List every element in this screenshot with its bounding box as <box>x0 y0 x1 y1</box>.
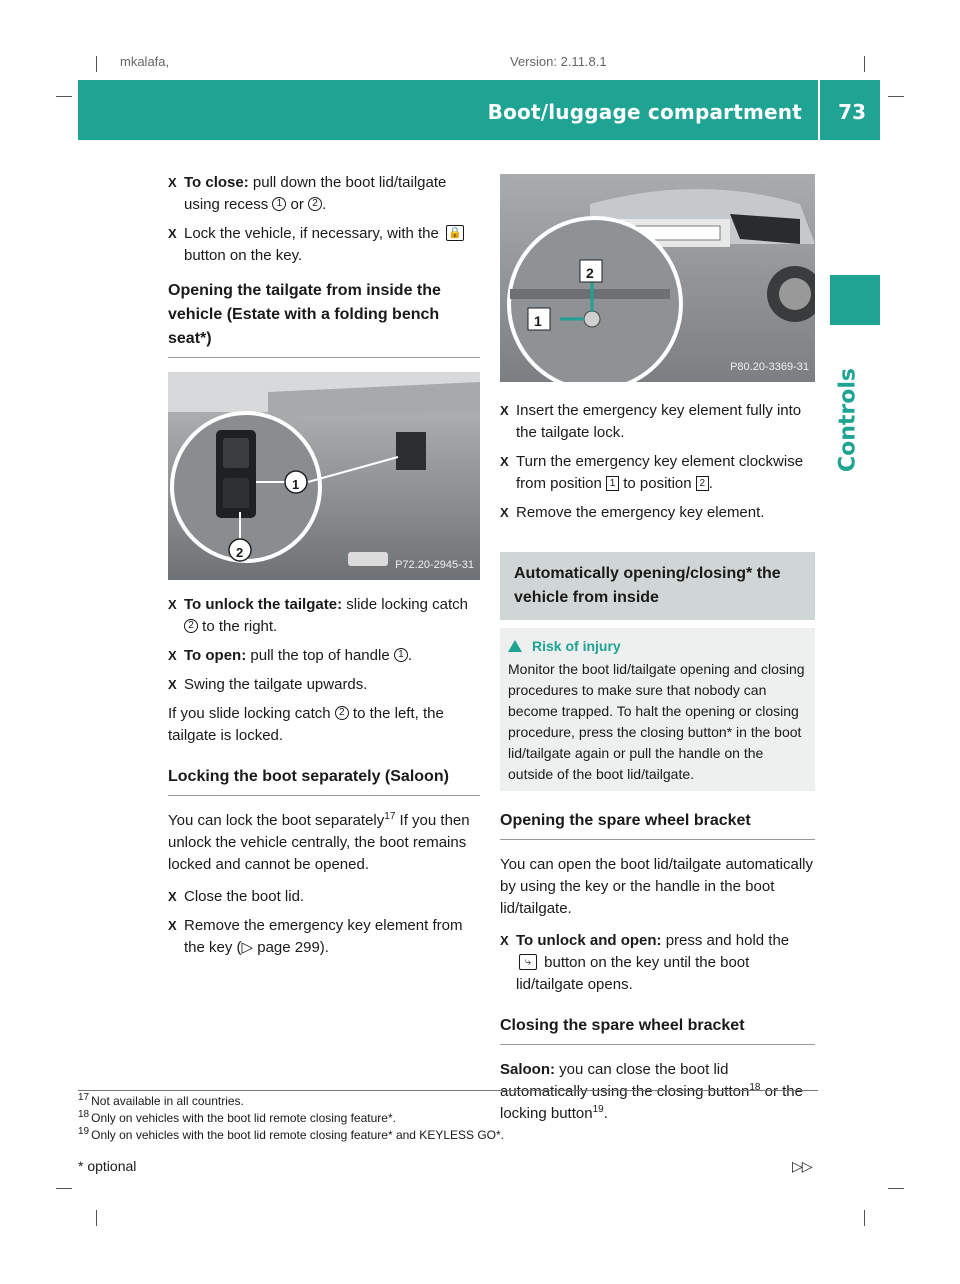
warning-title <box>508 636 807 657</box>
page-number: 73 <box>838 100 866 124</box>
bullet-arrow-icon: X <box>500 933 509 948</box>
bullet-arrow-icon: X <box>500 454 509 469</box>
bold-lead: Saloon: <box>500 1061 555 1078</box>
bullet-arrow-icon: X <box>168 889 177 904</box>
instruction-close <box>168 172 480 216</box>
footnote-number: 18 <box>78 1109 90 1120</box>
bullet-arrow-icon: X <box>168 597 177 612</box>
section-heading: Opening the tailgate from inside the vehicle (Estate with a folding bench seat*) <box>168 279 480 358</box>
section-heading: Closing the spare wheel bracket <box>500 1014 815 1045</box>
instruction-insert-key <box>500 400 815 444</box>
footnote-text: Not available in all countries. <box>91 1094 244 1108</box>
footnote-number: 17 <box>78 1092 90 1103</box>
footnote-number: 19 <box>78 1126 90 1137</box>
text: you can close the boot lid automatically using the closing button <box>500 1061 750 1100</box>
text: or the locking button <box>500 1083 803 1122</box>
text: . <box>708 475 713 492</box>
marker-2-icon: 2 <box>184 619 198 633</box>
crop-mark <box>888 1188 904 1189</box>
text: . <box>322 196 327 213</box>
section-label: Controls <box>835 367 861 473</box>
side-tab-marker <box>830 275 880 325</box>
footnote-text: Only on vehicles with the boot lid remote closing feature*. <box>91 1111 396 1125</box>
bold-lead: To open: <box>184 647 247 664</box>
text: button on the key until the boot lid/tailgate opens. <box>516 954 750 993</box>
crop-mark <box>96 56 97 72</box>
optional-note: * optional <box>78 1158 137 1174</box>
text: button on the key. <box>184 247 303 264</box>
page-title: Boot/luggage compartment <box>487 100 802 124</box>
paragraph <box>168 810 480 876</box>
image-code: P72.20-2945-31 <box>395 559 474 571</box>
header-bar <box>78 80 880 140</box>
right-column <box>500 174 815 1135</box>
bullet-arrow-icon: X <box>168 648 177 663</box>
marker-2-icon: 2 <box>335 706 349 720</box>
footnote <box>78 1110 818 1127</box>
text: Close the boot lid. <box>184 888 305 905</box>
text: page 299). <box>253 939 329 956</box>
callout-1: 1 <box>534 313 542 329</box>
crop-mark <box>96 1210 97 1226</box>
marker-2-icon: 2 <box>308 197 322 211</box>
instruction-remove-key <box>168 915 480 959</box>
text: slide locking catch <box>342 596 468 613</box>
instruction-unlock <box>168 594 480 638</box>
crop-mark <box>864 56 865 72</box>
tailgate-handle-illustration <box>168 372 480 580</box>
instruction-open <box>168 645 480 667</box>
paragraph <box>168 703 480 747</box>
crop-mark <box>888 96 904 97</box>
footnote-ref: 18 <box>749 1082 761 1093</box>
text: Insert the emergency key element fully into the tailgate lock. <box>516 402 802 441</box>
text: Lock the vehicle, if necessary, with the <box>184 225 444 242</box>
text: to position <box>619 475 696 492</box>
footnote-ref: 19 <box>592 1104 604 1115</box>
bold-lead: To unlock and open: <box>516 932 662 949</box>
instruction-close-boot <box>168 886 480 908</box>
instruction-lock <box>168 223 480 267</box>
page-ref-icon[interactable]: ▷ <box>241 939 254 956</box>
text: pull the top of handle <box>246 647 394 664</box>
paragraph: You can open the boot lid/tailgate automatically by using the key or the handle in the boot lid/tailgate. <box>500 856 814 917</box>
continue-icon: ▷▷ <box>792 1158 812 1174</box>
bullet-arrow-icon: X <box>168 918 177 933</box>
tailgate-button-icon: ⤷ <box>519 954 537 970</box>
bullet-arrow-icon: X <box>500 505 509 520</box>
text: Swing the tailgate upwards. <box>184 676 368 693</box>
header-divider <box>818 80 820 140</box>
footnotes <box>78 1090 818 1144</box>
text: to the left, the tailgate is locked. <box>168 705 444 744</box>
text: press and hold the <box>661 932 790 949</box>
footnote <box>78 1127 818 1144</box>
callout-1: 1 <box>292 477 300 492</box>
tailgate-lock-illustration <box>500 174 815 382</box>
crop-mark <box>864 1210 865 1226</box>
callout-2: 2 <box>236 545 244 560</box>
text: If you slide locking catch <box>168 705 335 722</box>
marker-1-icon: 1 <box>394 648 408 662</box>
text: Remove the emergency key element from the key ( <box>184 917 463 956</box>
bullet-arrow-icon: X <box>168 677 177 692</box>
bold-lead: To unlock the tailgate: <box>184 596 343 613</box>
print-slug-center: Version: 2.11.8.1 <box>510 56 607 68</box>
warning-text: Monitor the boot lid/tailgate opening and closing procedures to make sure that nobody can become trapped. To halt the opening or closing procedure, press the closing button* in the boot lid/tailgate again or pull the handle on the outside of the boot lid/tailgate. <box>508 661 805 782</box>
text: . <box>603 1105 608 1122</box>
warning-title-text: Risk of injury <box>532 638 621 654</box>
text: You can lock the boot separately <box>168 812 385 829</box>
callout-2: 2 <box>586 265 594 281</box>
text: If you then unlock the vehicle centrally, the boot remains locked and cannot be opened. <box>168 812 470 873</box>
lock-button-icon: 🔒 <box>446 225 464 241</box>
text: . <box>407 647 413 664</box>
image-code: P80.20-3369-31 <box>730 361 809 373</box>
section-title-box: Automatically opening/closing* the vehicle from inside <box>500 552 815 620</box>
instruction-remove-key <box>500 502 815 524</box>
bold-lead: To close: <box>184 174 249 191</box>
text: Turn the emergency key element clockwise from position <box>516 453 804 492</box>
text: pull down the boot lid/tailgate using recess <box>184 174 447 213</box>
position-2-icon: 2 <box>696 476 709 491</box>
text: or <box>286 196 309 213</box>
instruction-swing <box>168 674 480 696</box>
bullet-arrow-icon: X <box>168 226 177 241</box>
marker-1-icon: 1 <box>272 197 286 211</box>
warning-box <box>500 628 815 791</box>
tailgate-inside-photo <box>168 372 480 580</box>
text: to the right. <box>198 618 278 635</box>
footnote-ref: 17 <box>384 811 396 822</box>
section-heading: Opening the spare wheel bracket <box>500 809 815 840</box>
instruction-unlock-open <box>500 930 815 996</box>
section-heading: Locking the boot separately (Saloon) <box>168 765 480 796</box>
footnote <box>78 1093 818 1110</box>
crop-mark <box>56 1188 72 1189</box>
tailgate-lock-photo <box>500 174 815 382</box>
footnote-text: Only on vehicles with the boot lid remote closing feature* and KEYLESS GO*. <box>91 1128 505 1142</box>
position-1-icon: 1 <box>606 476 619 491</box>
left-column <box>168 172 480 966</box>
bullet-arrow-icon: X <box>500 403 509 418</box>
print-slug-left: mkalafa, <box>120 56 170 68</box>
warning-triangle-icon <box>508 640 522 652</box>
bullet-arrow-icon: X <box>168 175 177 190</box>
text: Remove the emergency key element. <box>516 504 765 521</box>
crop-mark <box>56 96 72 97</box>
instruction-turn-key <box>500 451 815 495</box>
